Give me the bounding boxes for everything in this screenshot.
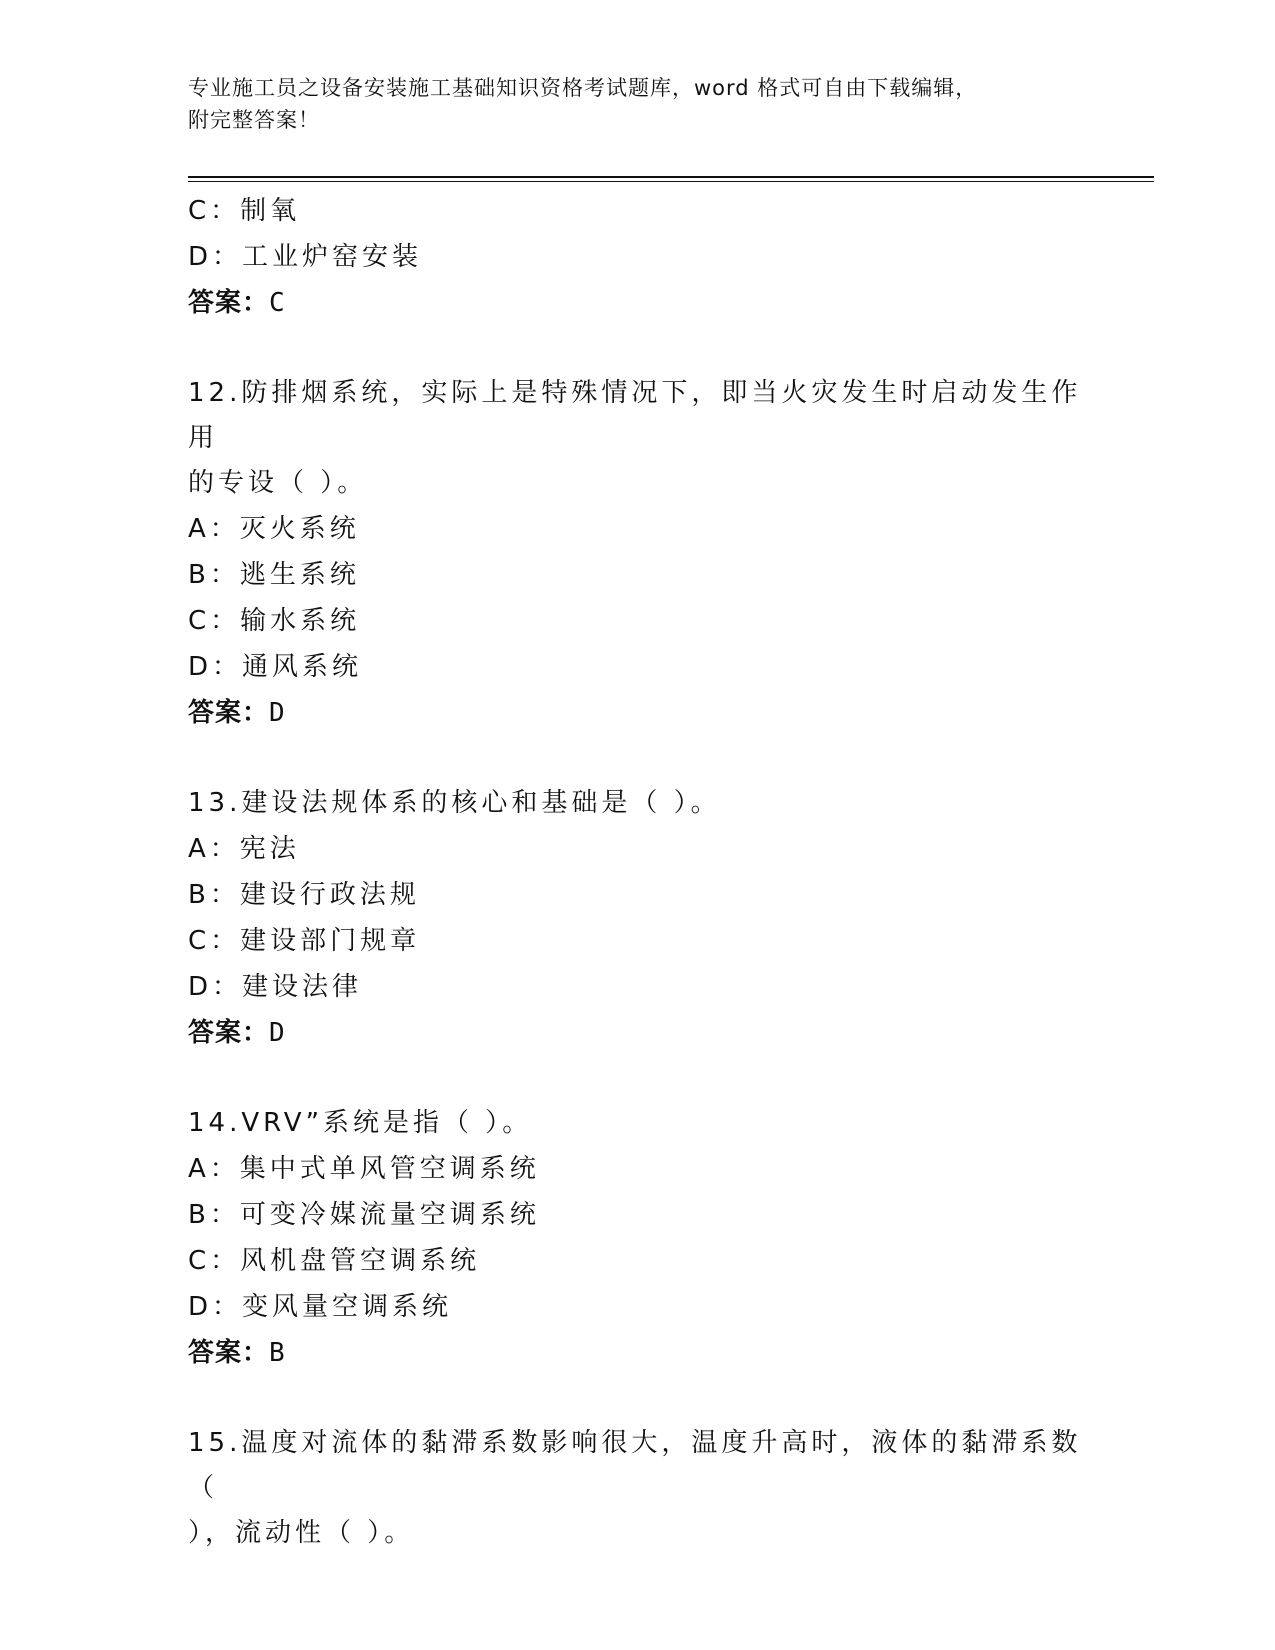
option-b: B：建设行政法规 — [188, 880, 420, 910]
option-b: B：逃生系统 — [188, 560, 360, 590]
header-line-2: 附完整答案！ — [188, 108, 320, 132]
option-c: C：制氧 — [188, 196, 301, 226]
option-c: C：建设部门规章 — [188, 926, 421, 956]
answer-value: D — [269, 1018, 286, 1048]
option-d: D：建设法律 — [188, 972, 363, 1002]
question-stem-line-2: ），流动性（ ）。 — [188, 1518, 415, 1548]
document-header — [188, 72, 1088, 136]
option-a: A：灭火系统 — [188, 514, 360, 544]
option-d: D：工业炉窑安装 — [188, 242, 423, 272]
option-a: A：宪法 — [188, 834, 300, 864]
question-13 — [188, 781, 1088, 1056]
answer-label: 答案： — [188, 698, 270, 728]
question-list — [188, 188, 1088, 1556]
question-stem-line-2: 的专设（ ）。 — [188, 468, 368, 498]
answer-value: D — [269, 698, 286, 728]
question-stem-line-1: 12.防排烟系统，实际上是特殊情况下，即当火灾发生时启动发生作用 — [188, 378, 1082, 453]
answer-line — [188, 280, 1088, 326]
question-stem-line-1: 13.建设法规体系的核心和基础是（ ）。 — [188, 788, 721, 818]
question-11-fragment — [188, 188, 1088, 326]
option-c: C：风机盘管空调系统 — [188, 1246, 481, 1276]
header-divider-thick — [188, 176, 1154, 178]
question-12 — [188, 371, 1088, 736]
answer-line — [188, 1330, 1088, 1376]
option-d: D：变风量空调系统 — [188, 1292, 453, 1322]
question-stem-line-1: 14.VRV”系统是指（ ）。 — [188, 1108, 533, 1138]
answer-line — [188, 1010, 1088, 1056]
option-d: D：通风系统 — [188, 652, 363, 682]
answer-label: 答案： — [188, 1018, 270, 1048]
header-divider-thin — [188, 181, 1154, 182]
header-line-1: 专业施工员之设备安装施工基础知识资格考试题库，word 格式可自由下载编辑， — [188, 76, 978, 100]
question-15 — [188, 1421, 1088, 1556]
question-stem-line-1: 15.温度对流体的黏滞系数影响很大，温度升高时，液体的黏滞系数（ — [188, 1428, 1082, 1503]
answer-value: C — [269, 288, 286, 318]
option-a: A：集中式单风管空调系统 — [188, 1154, 540, 1184]
question-14 — [188, 1101, 1088, 1376]
answer-label: 答案： — [188, 288, 270, 318]
answer-line — [188, 690, 1088, 736]
answer-value: B — [269, 1338, 286, 1368]
option-b: B：可变冷媒流量空调系统 — [188, 1200, 540, 1230]
option-c: C：输水系统 — [188, 606, 361, 636]
answer-label: 答案： — [188, 1338, 270, 1368]
